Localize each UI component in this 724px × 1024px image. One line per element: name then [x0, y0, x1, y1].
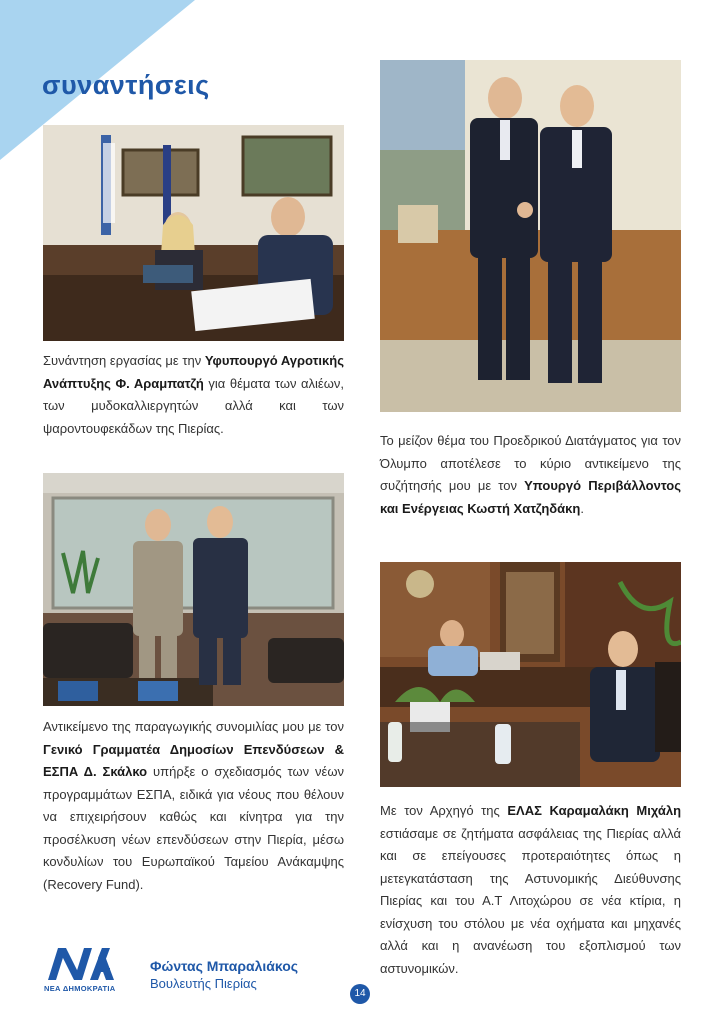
caption-secretary-general [43, 716, 344, 896]
caption-text: . [580, 500, 584, 516]
caption-text: Με τον Αρχηγό της [380, 803, 508, 818]
caption-highlight: Υφυπουργό Αγροτικής Ανάπτυξης Φ. Αραμπατζή [43, 353, 344, 391]
page-number: 14 [350, 984, 370, 1004]
caption-text: Το μείζον θέμα του Προεδρικού Διατάγματος για τον Όλυμπο αποτέλεσε το κύριο αντικείμενο της συζήτησής μου με τον [380, 433, 681, 493]
caption-highlight: Υπουργό Περιβάλλοντος και Ενέργειας Κωστή Χατζηδάκη [380, 478, 681, 516]
photo-meeting-secretary-general [43, 473, 344, 706]
caption-deputy-minister [43, 350, 344, 440]
caption-police-chief [380, 800, 681, 980]
photo-meeting-deputy-minister [43, 125, 344, 341]
photo-meeting-police-chief [380, 562, 681, 787]
caption-text: εστιάσαμε σε ζητήματα ασφάλειας της Πιερίας αλλά και σε επείγουσες προτεραιότητες όπως η μετεγκατάσταση της Αστυνομικής Διεύθυνσης Πιερίας και του Α.Τ Λιτοχώρου σε νέα κτίρια, η ενίσχυση του στόλου με νέα οχήματα και μηχανές αλλά και η ανανέωση του εξοπλισμού των αστυνομικών. [380, 825, 681, 976]
caption-text: Συνάντηση εργασίας με την [43, 353, 205, 368]
caption-highlight: ΕΛΑΣ Καραμαλάκη Μιχάλη [507, 803, 682, 818]
mp-role: Βουλευτής Πιερίας [150, 976, 257, 991]
caption-text: για θέματα των αλιέων, των μυδοκαλλιεργητών αλλά και των ψαροντουφεκάδων της Πιερίας. [43, 375, 344, 436]
photo-meeting-minister-environment [380, 60, 681, 412]
caption-highlight: Γενικό Γραμματέα Δημοσίων Επενδύσεων & ΕΣΠΑ Δ. Σκάλκο [43, 741, 344, 779]
caption-text: Αντικείμενο της παραγωγικής συνομιλίας μου με τον [43, 719, 344, 734]
caption-minister-environment [380, 430, 681, 520]
mp-name: Φώντας Μπαραλιάκος [150, 958, 299, 974]
page-title: συναντήσεις [42, 70, 210, 100]
caption-text: υπήρξε ο σχεδιασμός των νέων προγραμμάτων ΕΣΠΑ, ειδικά για νέους που θέλουν να επιχειρήσουν καθώς και κίνητρα για την προσέλκυση νέων επενδύσεων στην Πιερία, μέσω κονδυλίων του Ευρωπαϊκού Ταμείου Ανάκαμψης (Recovery Fund). [43, 764, 345, 892]
party-logo-text: ΝΕΑ ΔΗΜΟΚΡΑΤΙΑ [44, 984, 116, 993]
